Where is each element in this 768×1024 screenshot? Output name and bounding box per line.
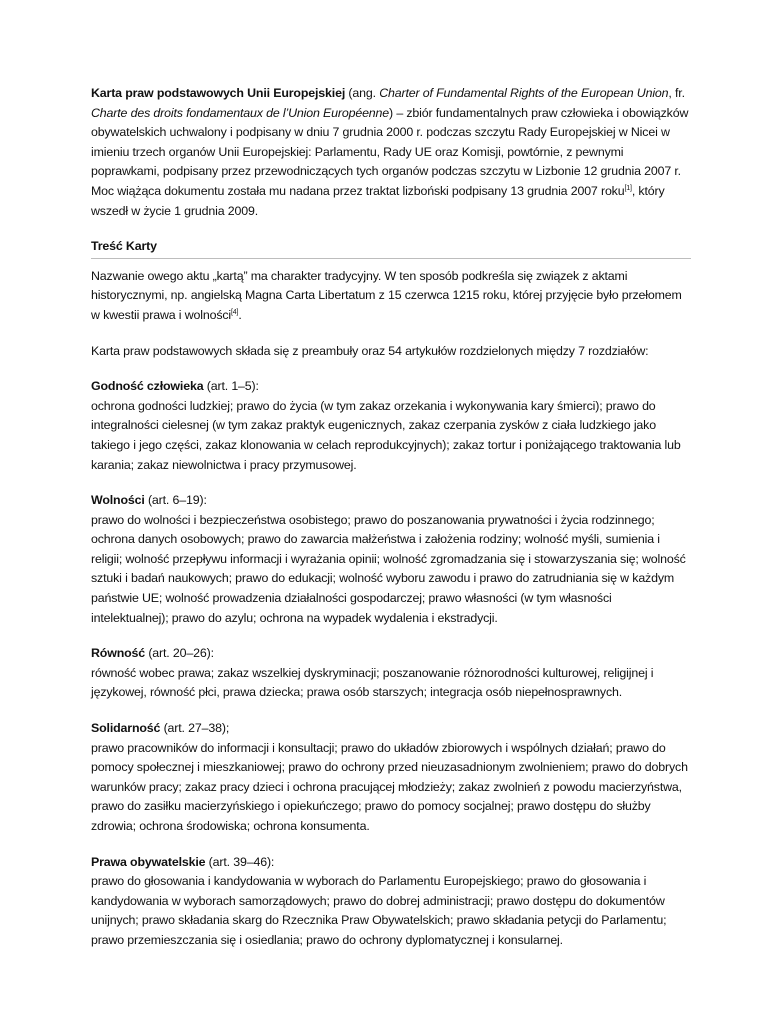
chapter-body: prawo do wolności i bezpieczeństwa osobistego; prawo do poszanowania prywatności i życia rodzinnego; ochrona danych osobowych; prawo do zawarcia małżeństwa i założenia rodziny; wolność myśli, sumienia i religii; wolność przepływu informacji i wyrażania opinii; wolność zgromadzania się i stowarzyszania się; wolność sztuki i badań naukowych; prawo do edukacji; wolność wyboru zawodu i prawo do zatrudniania się w każdym państwie UE; wolność prowadzenia działalności gospodarczej; prawo własności (w tym własności intelektualnej); prawo do azylu; ochrona na wypadek wydalenia i ekstradycji. xyxy=(91,512,686,625)
intro-text: ) – zbiór fundamentalnych praw człowieka i obowiązków obywatelskich uchwalony i podpisany w dniu 7 grudnia 2000 r. podczas szczytu Rady Europejskiej w Nicei w imieniu trzech organów Unii Europejskiej: Parlamentu, Rady UE oraz Komisji, powtórnie, z pewnymi poprawkami, podpisany przez przewodniczących tych organów podczas szczytu w Lizbonie 12 grudnia 2007 r. Moc wiążąca dokumentu została mu nadana przez traktat lizboński podpisany 13 grudnia 2007 roku xyxy=(91,105,689,198)
chapter-body: prawo pracowników do informacji i konsultacji; prawo do układów zbiorowych i wspólnych działań; prawo do pomocy społecznej i mieszkaniowej; prawo do ochrony przed nieuzasadnionym zwolnieniem; prawo do dobrych warunków pracy; zakaz pracy dzieci i ochrona pracującej młodzieży; zakaz zwolnień z powodu macierzyństwa, prawo do zasiłku macierzyńskiego i opiekuńczego; prawo do pomocy socjalnej; prawo dostępu do służby zdrowia; ochrona środowiska; ochrona konsumenta. xyxy=(91,740,688,833)
chapter-title: Solidarność xyxy=(91,721,161,736)
spacer xyxy=(91,259,691,267)
section-heading: Treść Karty xyxy=(91,239,157,254)
chapter-title: Godność człowieka xyxy=(91,379,204,394)
intro-title: Karta praw podstawowych Unii Europejskiej xyxy=(91,86,346,100)
document-content xyxy=(91,84,691,951)
chapter-range: (art. 1–5): xyxy=(203,379,259,394)
spacer xyxy=(91,221,691,237)
spacer xyxy=(91,628,691,644)
section-paragraph-1 xyxy=(91,267,691,326)
intro-text-end: , który wszedł w życie 1 grudnia 2009. xyxy=(91,183,665,218)
intro-paragraph xyxy=(91,84,691,221)
intro-french-name: Charte des droits fondamentaux de l’Union Européenne xyxy=(91,105,390,120)
section-heading-block xyxy=(91,237,691,259)
chapter-body: prawo do głosowania i kandydowania w wyborach do Parlamentu Europejskiego; prawo do głosowania i kandydowania w wyborach samorządowych; prawo do dobrej administracji; prawo dostępu do dokumentów unijnych; prawo składania skarg do Rzecznika Praw Obywatelskich; prawo składania petycji do Parlamentu; prawo przemieszczania się i osiedlania; prawo do ochrony dyplomatycznej i konsularnej. xyxy=(91,874,667,947)
intro-fr-prefix: , fr. xyxy=(668,86,685,100)
section-paragraph-2: Karta praw podstawowych składa się z preambuły oraz 54 artykułów rozdzielonych między 7 rozdziałów: xyxy=(91,343,649,358)
chapter-body: równość wobec prawa; zakaz wszelkiej dyskryminacji; poszanowanie różnorodności kulturowej, religijnej i językowej, równość płci, prawa dziecka; prawa osób starszych; integracja osób niepełnosprawnych. xyxy=(91,665,654,700)
section-paragraph-1-text: Nazwanie owego aktu „kartą” ma charakter tradycyjny. W ten sposób podkreśla się związek z aktami historycznymi, np. angielską Magna Carta Libertatum z 15 czerwca 1215 roku, której przyjęcie było przełomem w kwestii prawa i wolności xyxy=(91,268,682,322)
chapter-range: (art. 20–26): xyxy=(145,646,214,661)
chapter-equality xyxy=(91,644,691,703)
chapter-title: Wolności xyxy=(91,493,145,508)
footnote-ref-1[interactable]: [1] xyxy=(624,184,632,192)
chapter-citizens-rights xyxy=(91,853,691,951)
chapter-solidarity xyxy=(91,719,691,837)
section-paragraph-1-end: . xyxy=(238,307,242,322)
intro-english-name: Charter of Fundamental Rights of the European Union xyxy=(379,86,669,100)
chapter-title: Równość xyxy=(91,646,146,661)
spacer xyxy=(91,475,691,491)
spacer xyxy=(91,837,691,853)
chapter-freedoms xyxy=(91,491,691,628)
chapter-range: (art. 39–46): xyxy=(205,854,275,869)
footnote-ref-4[interactable]: [4] xyxy=(231,308,239,316)
intro-ang-prefix: (ang. xyxy=(345,86,380,100)
chapter-range: (art. 6–19): xyxy=(144,493,207,508)
spacer xyxy=(91,361,691,377)
spacer xyxy=(91,703,691,719)
chapter-body: ochrona godności ludzkiej; prawo do życia (w tym zakaz orzekania i wykonywania kary śmierci); prawo do integralności cielesnej (w tym zakaz praktyk eugenicznych, zakaz czerpania zysków z ciała ludzkiego jako takiego i jego części, zakaz klonowania w celach reprodukcyjnych); zakaz tortur i poniżającego traktowania lub karania; zakaz niewolnictwa i pracy przymusowej. xyxy=(91,398,681,472)
chapter-dignity xyxy=(91,377,691,475)
chapter-range: (art. 27–38); xyxy=(160,721,230,736)
spacer xyxy=(91,326,691,342)
chapter-title: Prawa obywatelskie xyxy=(91,854,206,869)
